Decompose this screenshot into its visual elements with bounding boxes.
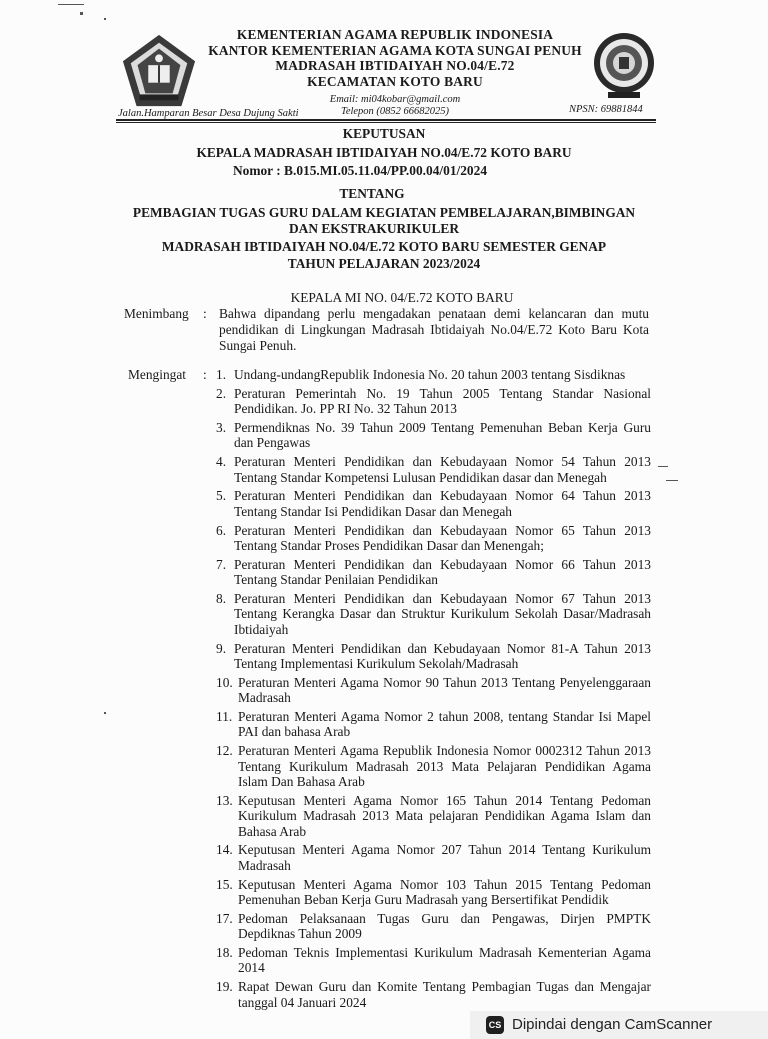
mengingat-item [216, 454, 651, 485]
scan-speck [658, 466, 668, 467]
mengingat-item-text: Peraturan Menteri Pendidikan dan Kebudayaan Nomor 64 Tahun 2013 Tentang Standar Isi Pendidikan Dasar dan Menegah [234, 488, 651, 519]
mengingat-item-number: 17. [216, 910, 233, 926]
menimbang-label: Menimbang [124, 306, 189, 321]
mengingat-item-text: Rapat Dewan Guru dan Komite Tentang Pembagian Tugas dan Mengajar tanggal 04 Januari 2024 [238, 979, 651, 1010]
mengingat-item-number: 6. [216, 522, 227, 538]
mengingat-item [216, 842, 651, 873]
mengingat-item [216, 367, 651, 382]
mengingat-item-text: Keputusan Menteri Agama Nomor 103 Tahun 2015 Tentang Pedoman Pemenuhan Beban Kerja Guru Madrasah yang Bersertifikat Pendidik [238, 876, 651, 908]
mengingat-item-text: Peraturan Menteri Agama Nomor 2 tahun 2008, tentang Standar Isi Mapel PAI dan bahasa Arab [238, 709, 651, 740]
mengingat-item-text: Pedoman Teknis Implementasi Kurikulum Madrasah Kementerian Agama 2014 [238, 945, 651, 976]
school-name: MADRASAH IBTIDAIYAH NO.04/E.72 [275, 58, 515, 74]
npsn-text: NPSN: 69881844 [569, 104, 643, 115]
tentang-heading: TENTANG [339, 186, 405, 201]
subject-line-4: TAHUN PELAJARAN 2023/2024 [287, 256, 481, 271]
mengingat-item [216, 945, 651, 976]
office-name: KANTOR KEMENTERIAN AGAMA KOTA SUNGAI PENUH [208, 42, 582, 58]
subject-line-3: MADRASAH IBTIDAIYAH NO.04/E.72 KOTO BARU SEMESTER GENAP [161, 239, 607, 254]
mengingat-item-text: Peraturan Menteri Agama Republik Indonesia Nomor 0002312 Tahun 2013 Tentang Kurikulum Madrasah 2013 Mata Pelajaran Pendidikan Agama Islam Dan Bahasa Arab [238, 743, 651, 790]
mengingat-item-number: 10. [216, 674, 233, 690]
mengingat-item-text: Undang-undangRepublik Indonesia No. 20 tahun 2003 tentang Sisdiknas [234, 367, 626, 382]
mengingat-item [216, 420, 651, 451]
mengingat-item-number: 2. [216, 385, 227, 401]
mengingat-item [216, 743, 651, 789]
mengingat-item [216, 591, 651, 637]
mengingat-item-text: Peraturan Menteri Pendidikan dan Kebudayaan Nomor 65 Tahun 2013 Tentang Standar Proses Pendidikan Dasar dan Menengah; [234, 522, 651, 554]
phone-text: Telepon (0852 66682025) [340, 106, 450, 117]
mengingat-item-number: 13. [216, 792, 233, 808]
mengingat-item-text: Peraturan Menteri Pendidikan dan Kebudayaan Nomor 81-A Tahun 2013 Tentang Implementasi Kurikulum Sekolah/Madrasah [234, 640, 651, 672]
mengingat-item-text: Keputusan Menteri Agama Nomor 207 Tahun 2014 Tentang Kurikulum Madrasah [238, 842, 651, 873]
mengingat-item [216, 557, 651, 588]
letterhead [0, 0, 768, 130]
mengingat-item [216, 386, 651, 417]
email-text: Email: mi04kobar@gmail.com [329, 94, 461, 105]
scan-speck [58, 4, 84, 5]
mengingat-item-text: Peraturan Menteri Pendidikan dan Kebudayaan Nomor 66 Tahun 2013 Tentang Standar Penilaian Pendidikan [234, 556, 651, 588]
mengingat-item-number: 19. [216, 979, 233, 995]
mengingat-item [216, 877, 651, 908]
mengingat-item-number: 8. [216, 591, 227, 607]
scan-speck [80, 12, 83, 15]
letterhead-title-block [200, 27, 590, 89]
menimbang-text: Bahwa dipandang perlu mengadakan penataan demi kelancaran dan mutu pendidikan di Lingkungan Madrasah Ibtidaiyah No.04/E.72 Koto Baru Kota Sungai Penuh. [219, 306, 649, 353]
scan-speck [104, 18, 106, 20]
mengingat-item-text: Pedoman Pelaksanaan Tugas Guru dan Pengawas, Dirjen PMPTK Depdiknas Tahun 2009 [238, 910, 651, 942]
mengingat-item [216, 675, 651, 706]
keputusan-heading: KEPUTUSAN [342, 126, 426, 141]
camscanner-icon: CS [486, 1016, 504, 1034]
mengingat-colon: : [203, 367, 207, 382]
mengingat-item-text: Peraturan Menteri Agama Nomor 90 Tahun 2013 Tentang Penyelenggaraan Madrasah [238, 674, 651, 706]
address-text: Jalan.Hamparan Besar Desa Dujung Sakti [118, 108, 299, 119]
menimbang-colon: : [203, 306, 207, 321]
mengingat-item-number: 5. [216, 488, 227, 504]
subject-line-2: DAN EKSTRAKURIKULER [288, 221, 459, 236]
letterhead-rule-thick [116, 119, 656, 121]
camscanner-text: Dipindai dengan CamScanner [512, 1016, 713, 1033]
mengingat-item-text: Peraturan Menteri Pendidikan dan Kebudayaan Nomor 67 Tahun 2013 Tentang Kerangka Dasar dan Struktur Kurikulum Sekolah Dasar/Madrasah Ibtidaiyah [234, 591, 651, 637]
nomor-line: Nomor : B.015.MI.05.11.04/PP.00.04/01/2024 [232, 163, 488, 178]
mengingat-item-text: Peraturan Pemerintah No. 19 Tahun 2005 Tentang Standar Nasional Pendidikan. Jo. PP RI No. 32 Tahun 2013 [234, 385, 651, 417]
mengingat-list [216, 367, 651, 1013]
mengingat-item [216, 523, 651, 554]
mengingat-item-number: 12. [216, 743, 233, 759]
kepala-heading: KEPALA MADRASAH IBTIDAIYAH NO.04/E.72 KOTO BARU [196, 145, 572, 160]
mengingat-item [216, 641, 651, 672]
mengingat-item-number: 18. [216, 945, 233, 961]
madrasah-seal-icon [592, 30, 656, 100]
mengingat-item-number: 3. [216, 420, 227, 435]
mengingat-label: Mengingat [128, 367, 187, 382]
scan-speck [104, 712, 106, 714]
mengingat-item-number: 1. [216, 367, 227, 382]
ministry-name: KEMENTERIAN AGAMA REPUBLIK INDONESIA [236, 27, 554, 42]
mengingat-item-number: 4. [216, 454, 227, 470]
mengingat-item-number: 11. [216, 709, 233, 725]
mengingat-item-number: 14. [216, 842, 233, 858]
kemenag-emblem-icon [120, 32, 198, 110]
mengingat-item [216, 979, 651, 1010]
mengingat-item [216, 911, 651, 942]
mengingat-item-number: 9. [216, 640, 227, 656]
mengingat-item [216, 488, 651, 519]
mengingat-item-number: 15. [216, 876, 233, 892]
subject-line-1: PEMBAGIAN TUGAS GURU DALAM KEGIATAN PEMBELAJARAN,BIMBINGAN [132, 205, 636, 220]
mengingat-item-number: 7. [216, 556, 227, 572]
scan-speck [666, 480, 678, 481]
mengingat-item [216, 793, 651, 839]
letterhead-rule-thin [116, 122, 656, 123]
signatory-heading: KEPALA MI NO. 04/E.72 KOTO BARU [290, 290, 514, 305]
mengingat-item [216, 709, 651, 740]
district-name: KECAMATAN KOTO BARU [307, 73, 483, 89]
camscanner-footer [470, 1011, 768, 1039]
mengingat-item-text: Keputusan Menteri Agama Nomor 165 Tahun 2014 Tentang Pedoman Kurikulum Madrasah 2013 Mata pelajaran Pendidikan Agama Islam dan Bahasa Arab [238, 792, 651, 839]
mengingat-item-text: Peraturan Menteri Pendidikan dan Kebudayaan Nomor 54 Tahun 2013 Tentang Standar Kompetensi Lulusan Pendidikan dasar dan Menegah [234, 454, 651, 485]
mengingat-item-text: Permendiknas No. 39 Tahun 2009 Tentang Pemenuhan Beban Kerja Guru dan Pengawas [234, 420, 651, 451]
